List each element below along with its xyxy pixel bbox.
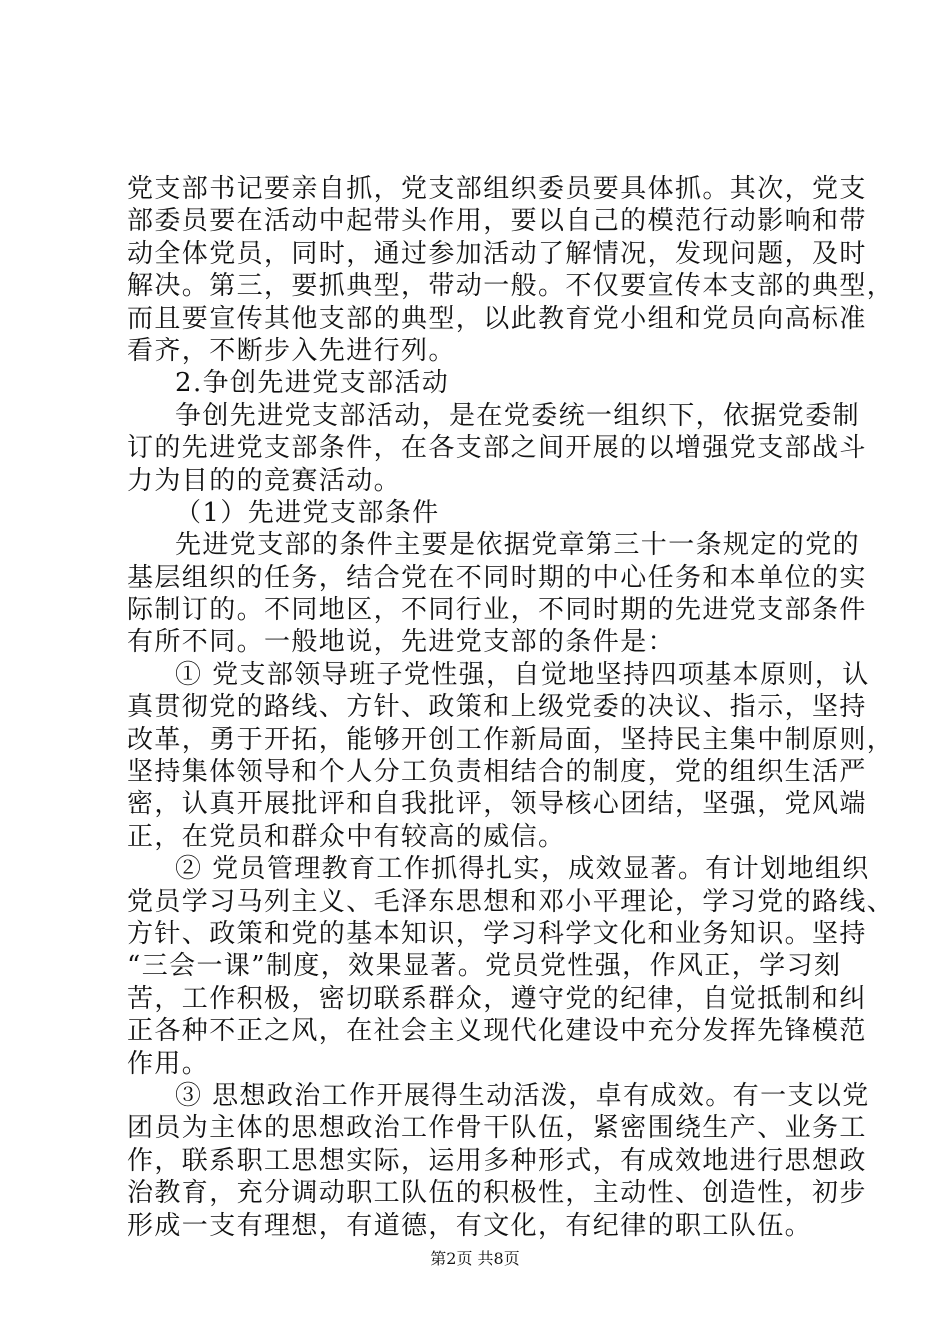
text-line: 治教育，充分调动职工队伍的积极性，主动性、创造性，初步 [127, 1178, 867, 1209]
text-line: 团员为主体的思想政治工作骨干队伍，紧密围绕生产、业务工 [127, 1113, 867, 1144]
text-line: 改革，勇于开拓，能够开创工作新局面，坚持民主集中制原则， [127, 724, 895, 755]
text-line: 真贯彻党的路线、方针、政策和上级党委的决议、指示，坚持 [127, 692, 867, 723]
text-line: 坚持集体领导和个人分工负责相结合的制度，党的组织生活严 [127, 757, 867, 788]
text-line: 力为目的的竞赛活动。 [127, 465, 402, 496]
text-line: 基层组织的任务，结合党在不同时期的中心任务和本单位的实 [127, 562, 867, 593]
subsection-heading: （1）先进党支部条件 [175, 497, 440, 528]
text-line: 动全体党员，同时，通过参加活动了解情况，发现问题，及时 [127, 238, 867, 269]
paragraph-first-line: 先进党支部的条件主要是依据党章第三十一条规定的党的 [175, 530, 861, 561]
list-item-first-line: ② 党员管理教育工作抓得扎实，成效显著。有计划地组织 [175, 854, 870, 885]
text-line: 正，在党员和群众中有较高的威信。 [127, 821, 566, 852]
text-line: 作用。 [127, 1048, 210, 1079]
text-line: 苦，工作积极，密切联系群众，遵守党的纪律，自觉抵制和纠 [127, 983, 867, 1014]
section-heading: 2.争创先进党支部活动 [175, 368, 450, 399]
paragraph-first-line: 争创先进党支部活动，是在党委统一组织下，依据党委制 [175, 400, 861, 431]
list-item-first-line: ③ 思想政治工作开展得生动活泼，卓有成效。有一支以党 [175, 1080, 870, 1111]
text-line: 而且要宣传其他支部的典型，以此教育党小组和党员向高标准 [127, 303, 867, 334]
page-number-footer: 第2页 共8页 [430, 1249, 520, 1268]
text-line: 密，认真开展批评和自我批评，领导核心团结，坚强，党风端 [127, 789, 867, 820]
text-line: 订的先进党支部条件，在各支部之间开展的以增强党支部战斗 [127, 433, 867, 464]
text-line: 作，联系职工思想实际，运用多种形式，有成效地进行思想政 [127, 1145, 867, 1176]
text-line: 解决。第三，要抓典型，带动一般。不仅要宣传本支部的典型， [127, 271, 895, 302]
text-line: 方针、政策和党的基本知识，学习科学文化和业务知识。坚持 [127, 918, 867, 949]
text-line: 有所不同。一般地说，先进党支部的条件是： [127, 627, 676, 658]
text-line: 党员学习马列主义、毛泽东思想和邓小平理论，学习党的路线、 [127, 886, 895, 917]
text-line: 部委员要在活动中起带头作用，要以自己的模范行动影响和带 [127, 206, 867, 237]
text-line: “三会一课”制度，效果显著。党员党性强，作风正，学习刻 [127, 951, 842, 982]
list-item-first-line: ① 党支部领导班子党性强，自觉地坚持四项基本原则，认 [175, 659, 870, 690]
text-line: 党支部书记要亲自抓，党支部组织委员要具体抓。其次，党支 [127, 174, 867, 204]
text-line: 际制订的。不同地区，不同行业，不同时期的先进党支部条件 [127, 595, 867, 626]
document-body [127, 173, 895, 1242]
text-line: 正各种不正之风，在社会主义现代化建设中充分发挥先锋模范 [127, 1016, 867, 1047]
text-line: 形成一支有理想，有道德，有文化，有纪律的职工队伍。 [127, 1210, 813, 1241]
text-line: 看齐，不断步入先进行列。 [127, 335, 456, 366]
